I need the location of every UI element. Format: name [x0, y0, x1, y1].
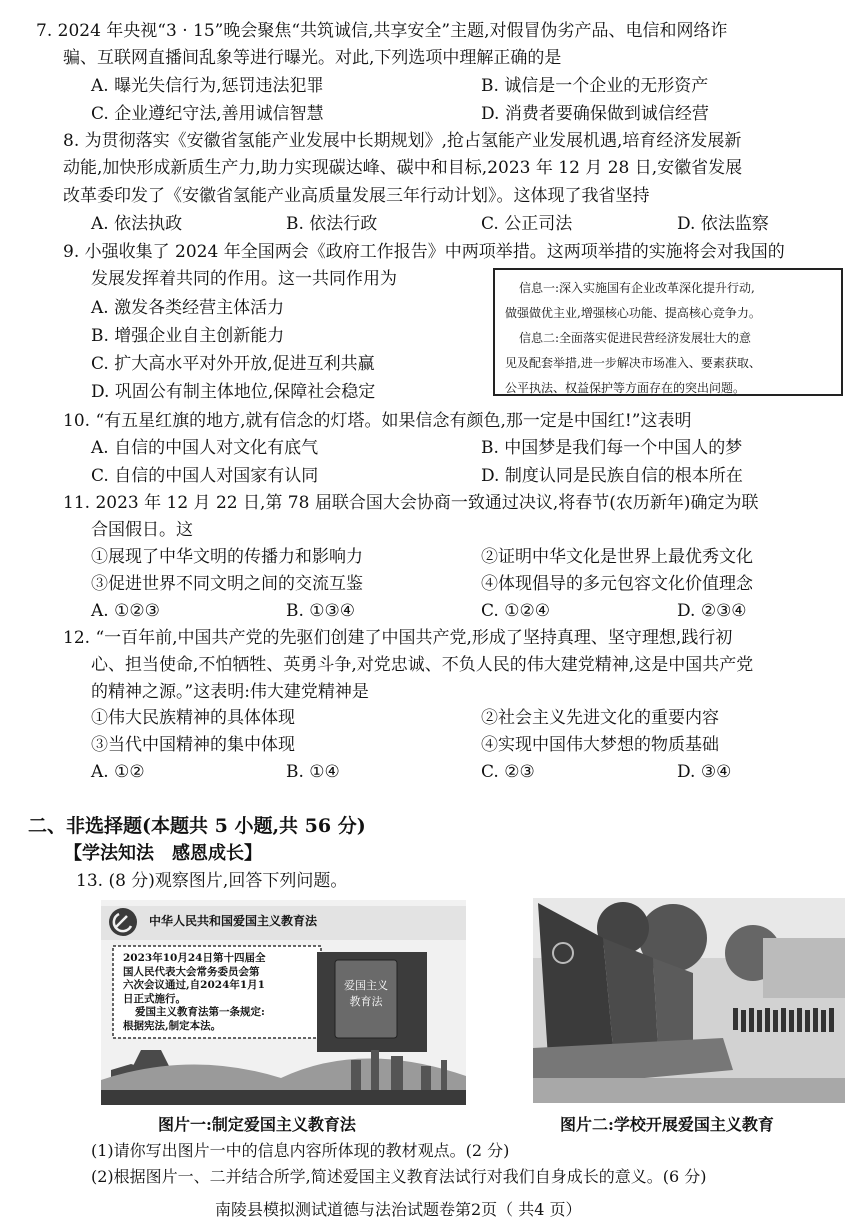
- q12-stem-line2: 心、担当使命,不怕牺牲、英勇斗争,对党忠诚、不负人民的伟大建党精神,这是中国共产党: [91, 655, 754, 675]
- q9-info1-line2: 做强做优主业,增强核心功能、提高核心竞争力。: [505, 306, 761, 320]
- q11-statement-1: ①展现了中华文明的传播力和影响力: [91, 547, 363, 567]
- picture-one-text-line4: 日正式施行。: [123, 992, 186, 1005]
- q11-option-b: B. ①③④: [286, 601, 356, 621]
- picture-one-text-line1: 2023年10月24日第十四届全: [123, 952, 266, 964]
- q12-option-d: D. ③④: [677, 762, 732, 782]
- q8-stem-line3: 改革委印发了《安徽省氢能产业高质量发展三年行动计划》。这体现了我省坚持: [63, 186, 650, 206]
- picture-one-caption: 图片一:制定爱国主义教育法: [158, 1115, 356, 1134]
- picture-one-education-law: [101, 900, 466, 1105]
- q11-statement-4: ④体现倡导的多元包容文化价值理念: [481, 574, 753, 594]
- page-footer: 南陵县模拟测试道德与法治试题卷第2页（ 共4 页）: [215, 1200, 582, 1219]
- picture-one-banner: 中华人民共和国爱国主义教育法: [149, 914, 318, 928]
- picture-one-text-line3: 六次会议通过,自2024年1月1: [123, 979, 265, 991]
- q9-option-a: A. 激发各类经营主体活力: [91, 298, 285, 318]
- q9-option-c: C. 扩大高水平对外开放,促进互利共赢: [91, 354, 375, 374]
- q10-option-c: C. 自信的中国人对国家有认同: [91, 466, 319, 486]
- q10-option-b: B. 中国梦是我们每一个中国人的梦: [481, 438, 743, 458]
- q9-info2-line3: 公平执法、权益保护等方面存在的突出问题。: [505, 381, 746, 395]
- q12-statement-3: ③当代中国精神的集中体现: [91, 735, 295, 755]
- q7-option-c: C. 企业遵纪守法,善用诚信智慧: [91, 104, 324, 124]
- q11-stem-line2: 合国假日。这: [91, 520, 193, 540]
- q9-stem-line1: 9. 小强收集了 2024 年全国两会《政府工作报告》中两项举措。这两项举措的实施将会对我国的: [63, 242, 785, 262]
- q12-statement-1: ①伟大民族精神的具体体现: [91, 708, 295, 728]
- q11-option-a: A. ①②③: [91, 601, 160, 621]
- q9-option-b: B. 增强企业自主创新能力: [91, 326, 285, 346]
- q10-option-d: D. 制度认同是民族自信的根本所在: [481, 466, 743, 486]
- section2-subtitle: 【学法知法 感恩成长】: [64, 843, 262, 864]
- q12-option-c: C. ②③: [481, 762, 535, 782]
- q11-stem-line1: 11. 2023 年 12 月 22 日,第 78 届联合国大会协商一致通过决议,将春节(农历新年)确定为联: [63, 493, 759, 513]
- q8-stem-line2: 动能,加快形成新质生产力,助力实现碳达峰、碳中和目标,2023 年 12 月 28 日,安徽省发展: [63, 158, 743, 178]
- q9-info2-line2: 见及配套举措,进一步解决市场准入、要素获取、: [505, 356, 761, 370]
- q13-subquestion-2: (2)根据图片一、二并结合所学,简述爱国主义教育法试行对我们自身成长的意义。(6 分): [91, 1167, 707, 1186]
- q8-option-b: B. 依法行政: [286, 214, 378, 234]
- q8-option-a: A. 依法执政: [91, 214, 183, 234]
- picture-one-book-title: 爱国主义教育法: [344, 979, 388, 1008]
- picture-one-text-line6: 根据宪法,制定本法。: [123, 1019, 222, 1032]
- q11-statement-3: ③促进世界不同文明之间的交流互鉴: [91, 574, 363, 594]
- q12-statement-2: ②社会主义先进文化的重要内容: [481, 708, 719, 728]
- q8-stem-line1: 8. 为贯彻落实《安徽省氢能产业发展中长期规划》,抢占氢能产业发展机遇,培育经济发展新: [63, 131, 742, 151]
- picture-one-text-line5: 爱国主义教育法第一条规定:: [135, 1006, 265, 1018]
- q13-stem: 13. (8 分)观察图片,回答下列问题。: [76, 871, 348, 891]
- q12-option-a: A. ①②: [91, 762, 145, 782]
- q9-stem-line2: 发展发挥着共同的作用。这一共同作用为: [91, 269, 397, 289]
- q8-option-d: D. 依法监察: [677, 214, 769, 234]
- q11-option-d: D. ②③④: [677, 601, 747, 621]
- picture-one-text-line2: 国人民代表大会常务委员会第: [123, 965, 260, 978]
- q10-option-a: A. 自信的中国人对文化有底气: [91, 438, 319, 458]
- q13-subquestion-1: (1)请你写出图片一中的信息内容所体现的教材观点。(2 分): [91, 1141, 510, 1160]
- q7-option-a: A. 曝光失信行为,惩罚违法犯罪: [91, 76, 324, 96]
- q12-option-b: B. ①④: [286, 762, 340, 782]
- q9-info1-line1: 信息一:深入实施国有企业改革深化提升行动,: [519, 281, 755, 295]
- section2-title: 二、非选择题(本题共 5 小题,共 56 分): [28, 815, 366, 837]
- q9-info2-line1: 信息二:全面落实促进民营经济发展壮大的意: [519, 331, 752, 345]
- q12-stem-line1: 12. “一百年前,中国共产党的先驱们创建了中国共产党,形成了坚持真理、坚守理想,践行初: [63, 628, 733, 648]
- q11-option-c: C. ①②④: [481, 601, 550, 621]
- q7-stem-line1: 7. 2024 年央视“3 · 15”晚会聚焦“共筑诚信,共享安全”主题,对假冒伪劣产品、电信和网络诈: [36, 21, 728, 41]
- picture-two-photo: [533, 898, 845, 1103]
- q7-option-b: B. 诚信是一个企业的无形资产: [481, 76, 709, 96]
- q7-option-d: D. 消费者要确保做到诚信经营: [481, 104, 709, 124]
- q9-option-d: D. 巩固公有制主体地位,保障社会稳定: [91, 382, 376, 402]
- q11-statement-2: ②证明中华文化是世界上最优秀文化: [481, 547, 753, 567]
- q10-stem: 10. “有五星红旗的地方,就有信念的灯塔。如果信念有颜色,那一定是中国红!”这表明: [63, 411, 692, 431]
- q12-stem-line3: 的精神之源。”这表明:伟大建党精神是: [91, 682, 369, 702]
- q9-info-box: [493, 268, 843, 396]
- q8-option-c: C. 公正司法: [481, 214, 573, 234]
- picture-one-text: [123, 952, 265, 1033]
- picture-two-caption: 图片二:学校开展爱国主义教育: [560, 1115, 774, 1134]
- picture-two-school-activity: [533, 898, 845, 1103]
- q7-stem-line2: 骗、互联网直播间乱象等进行曝光。对此,下列选项中理解正确的是: [63, 48, 562, 68]
- q12-statement-4: ④实现中国伟大梦想的物质基础: [481, 735, 719, 755]
